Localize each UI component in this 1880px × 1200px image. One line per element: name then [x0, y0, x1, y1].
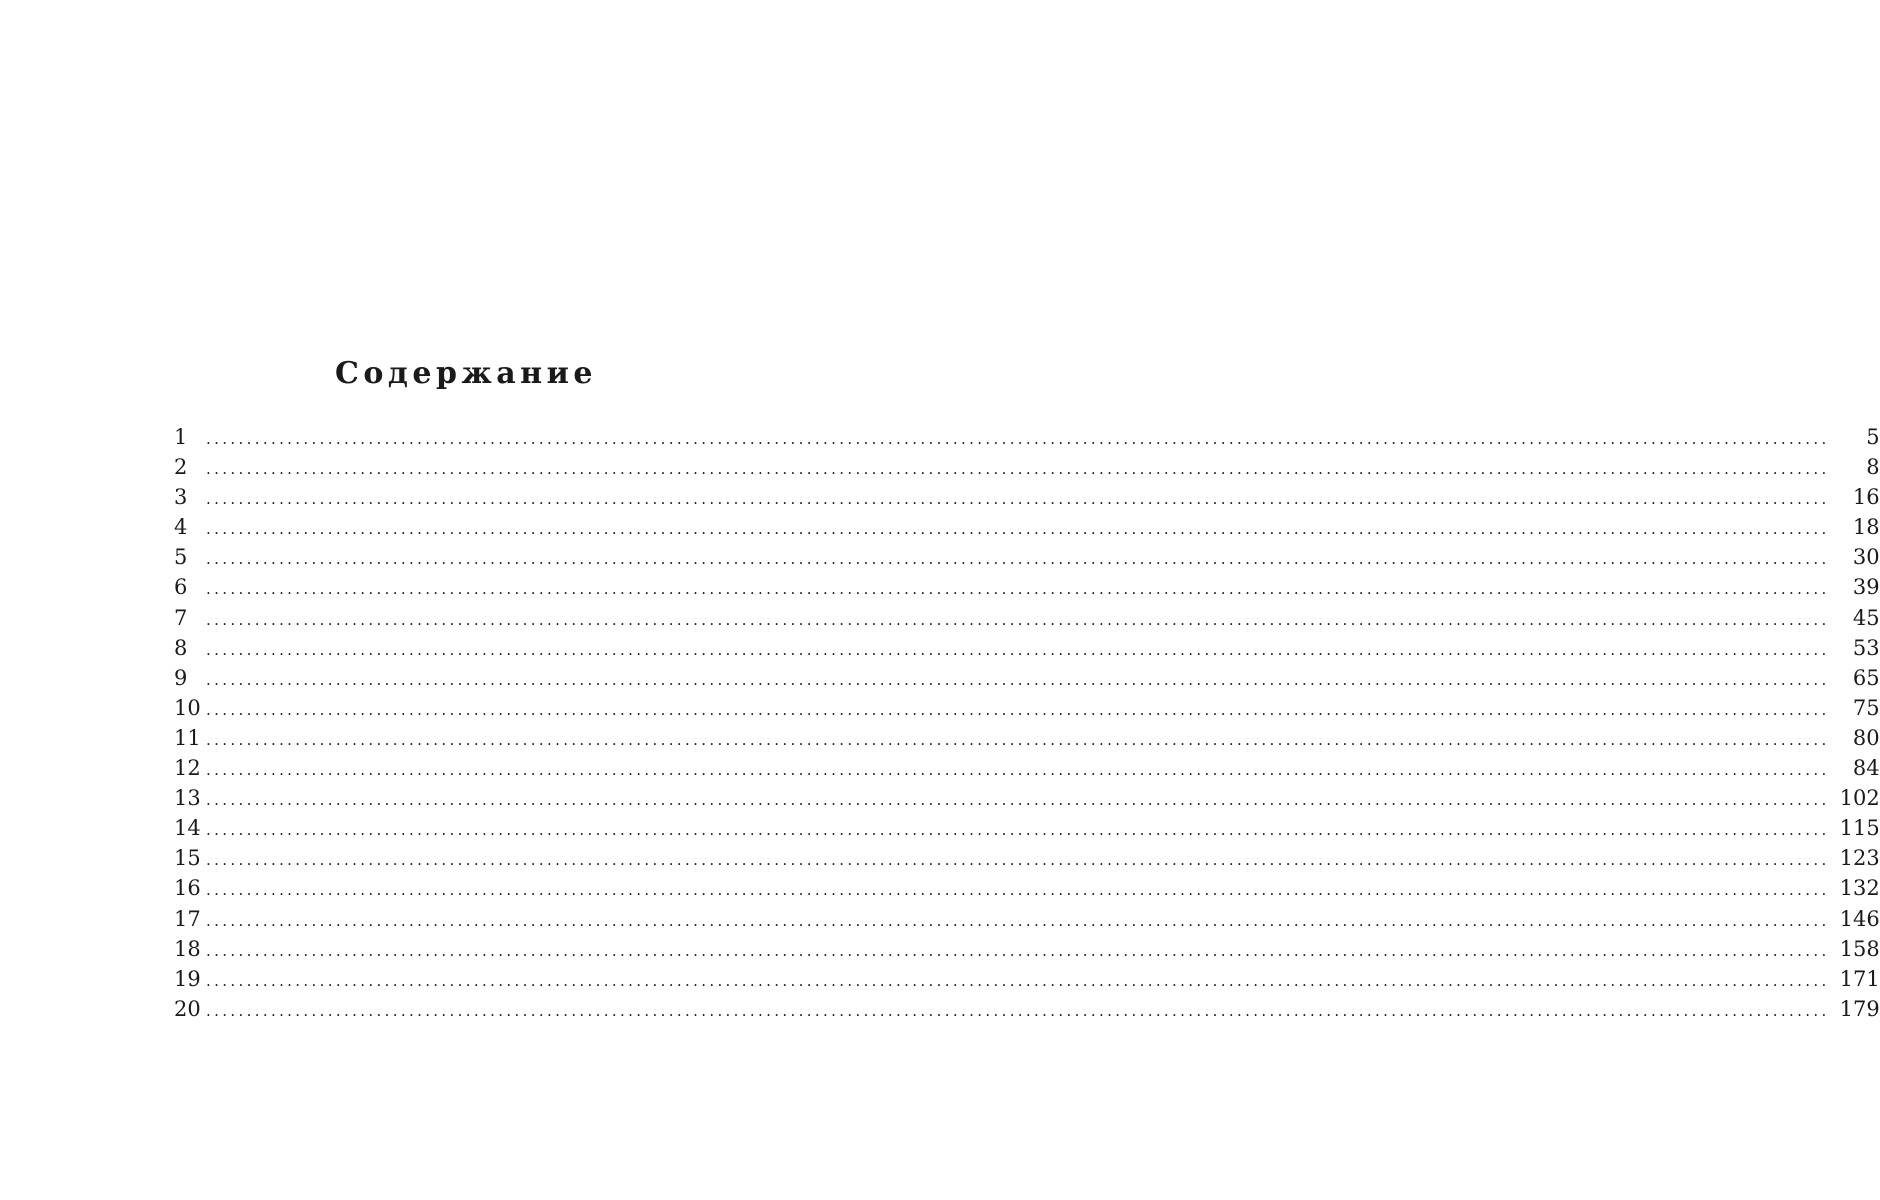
toc-entry[interactable]: [174, 753, 1880, 783]
page-number: 123: [1839, 846, 1880, 871]
page-number: 171: [1839, 966, 1880, 991]
dot-leader: ........................................................................................................................................................................................................: [206, 730, 1830, 749]
dot-leader: ........................................................................................................................................................................................................: [206, 520, 1830, 539]
dot-leader: ........................................................................................................................................................................................................: [206, 881, 1830, 900]
table-of-contents: [174, 422, 1880, 1024]
chapter-number: 7: [174, 605, 188, 630]
dot-leader: ........................................................................................................................................................................................................: [206, 791, 1830, 810]
toc-entry[interactable]: [174, 994, 1880, 1024]
dot-leader: ........................................................................................................................................................................................................: [206, 430, 1830, 448]
chapter-number: 5: [174, 545, 188, 570]
chapter-number: 11: [174, 725, 201, 750]
page-number: 5: [1866, 425, 1880, 449]
dot-leader: ........................................................................................................................................................................................................: [206, 550, 1830, 569]
toc-entry[interactable]: [174, 693, 1880, 723]
dot-leader: ........................................................................................................................................................................................................: [206, 941, 1830, 960]
dot-leader: ........................................................................................................................................................................................................: [206, 670, 1830, 689]
toc-entry[interactable]: [174, 663, 1880, 693]
chapter-number: 16: [174, 876, 201, 901]
page-number: 18: [1852, 515, 1880, 540]
page-number: 102: [1839, 786, 1880, 811]
dot-leader: ........................................................................................................................................................................................................: [206, 610, 1830, 629]
dot-leader: ........................................................................................................................................................................................................: [206, 700, 1830, 719]
page-number: 45: [1852, 605, 1880, 630]
chapter-number: 18: [174, 936, 201, 961]
chapter-number: 1: [174, 425, 188, 449]
page-number: 132: [1839, 876, 1880, 901]
dot-leader: ........................................................................................................................................................................................................: [206, 580, 1830, 599]
page-title: Содержание: [335, 356, 597, 391]
page-number: 75: [1852, 695, 1880, 720]
page-number: 53: [1852, 635, 1880, 660]
chapter-number: 12: [174, 756, 201, 781]
toc-entry[interactable]: [174, 603, 1880, 633]
page-number: 146: [1839, 906, 1880, 931]
chapter-number: 19: [174, 966, 201, 991]
dot-leader: ........................................................................................................................................................................................................: [206, 460, 1830, 479]
dot-leader: ........................................................................................................................................................................................................: [206, 761, 1830, 780]
page-number: 8: [1866, 455, 1880, 480]
chapter-number: 8: [174, 635, 188, 660]
chapter-number: 14: [174, 816, 201, 841]
dot-leader: ........................................................................................................................................................................................................: [206, 1001, 1830, 1020]
chapter-number: 15: [174, 846, 201, 871]
page-number: 115: [1839, 816, 1880, 841]
dot-leader: ........................................................................................................................................................................................................: [206, 851, 1830, 870]
toc-entry[interactable]: [174, 904, 1880, 934]
toc-entry[interactable]: [174, 813, 1880, 843]
page-number: 16: [1852, 485, 1880, 510]
chapter-number: 20: [174, 996, 201, 1021]
dot-leader: ........................................................................................................................................................................................................: [206, 971, 1830, 990]
page-number: 84: [1852, 756, 1880, 781]
chapter-number: 3: [174, 485, 188, 510]
page-number: 179: [1839, 996, 1880, 1021]
chapter-number: 2: [174, 455, 188, 480]
dot-leader: ........................................................................................................................................................................................................: [206, 911, 1830, 930]
toc-entry[interactable]: [174, 422, 1880, 452]
toc-entry[interactable]: [174, 843, 1880, 873]
toc-entry[interactable]: [174, 542, 1880, 572]
toc-entry[interactable]: [174, 512, 1880, 542]
dot-leader: ........................................................................................................................................................................................................: [206, 640, 1830, 659]
page-number: 39: [1852, 575, 1880, 600]
dot-leader: ........................................................................................................................................................................................................: [206, 821, 1830, 840]
chapter-number: 9: [174, 665, 188, 690]
chapter-number: 13: [174, 786, 201, 811]
toc-entry[interactable]: [174, 482, 1880, 512]
page-number: 65: [1852, 665, 1880, 690]
page-number: 30: [1852, 545, 1880, 570]
toc-entry[interactable]: [174, 633, 1880, 663]
toc-entry[interactable]: [174, 783, 1880, 813]
toc-entry[interactable]: [174, 452, 1880, 482]
toc-entry[interactable]: [174, 934, 1880, 964]
toc-entry[interactable]: [174, 964, 1880, 994]
toc-entry[interactable]: [174, 572, 1880, 602]
dot-leader: ........................................................................................................................................................................................................: [206, 490, 1830, 509]
chapter-number: 17: [174, 906, 201, 931]
chapter-number: 4: [174, 515, 188, 540]
chapter-number: 10: [174, 695, 201, 720]
toc-entry[interactable]: [174, 873, 1880, 903]
chapter-number: 6: [174, 575, 188, 600]
page-number: 80: [1852, 725, 1880, 750]
page-number: 158: [1839, 936, 1880, 961]
toc-entry[interactable]: [174, 723, 1880, 753]
